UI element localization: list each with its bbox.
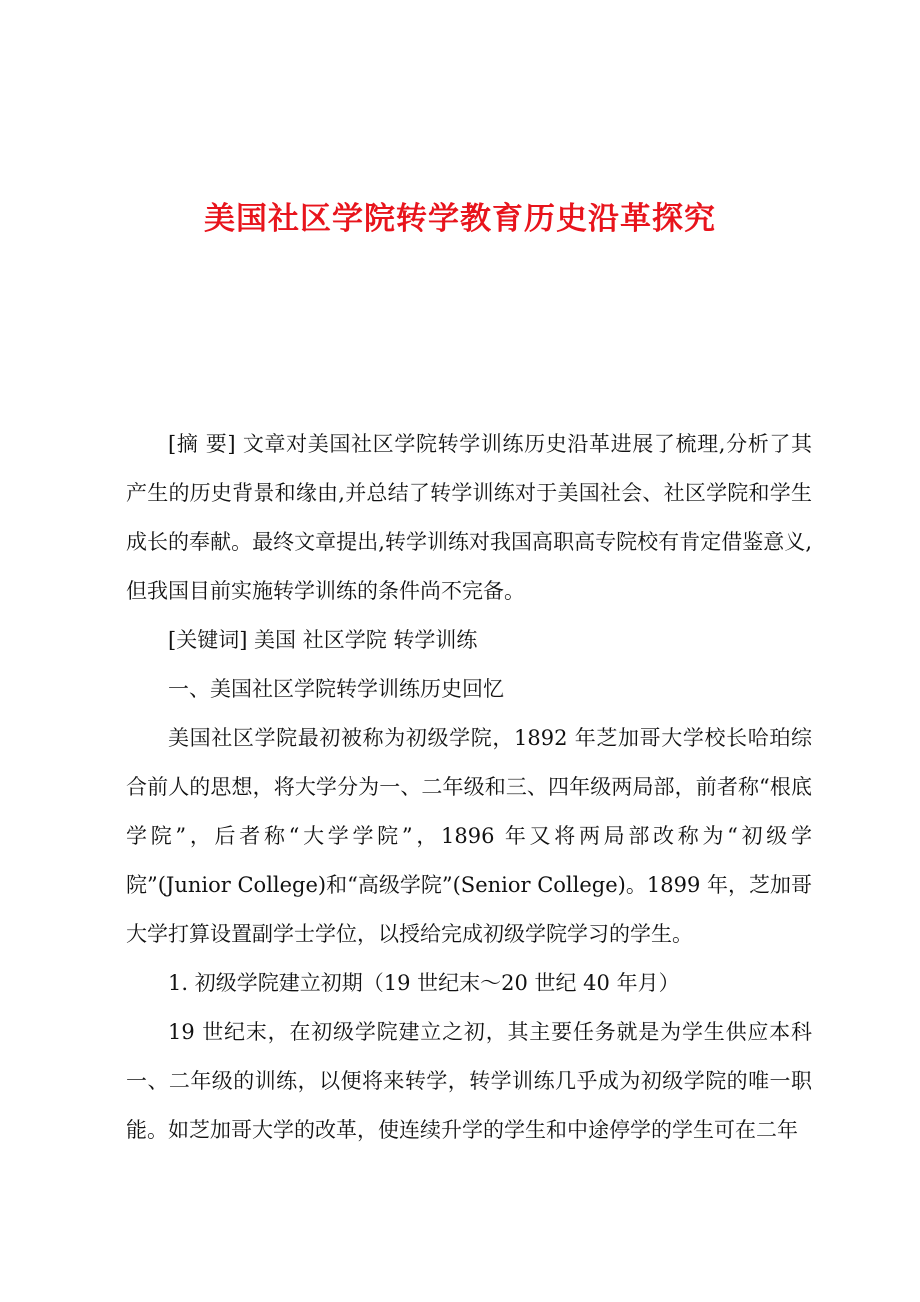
body-paragraph: 19 世纪末，在初级学院建立之初，其主要任务就是为学生供应本科一、二年级的训练，以便将来转学，转学训练几乎成为初级学院的唯一职能。如芝加哥大学的改革，使连续升学的学生和中途停学的学生可在二年 xyxy=(126,1020,812,1142)
body-paragraph: 美国社区学院最初被称为初级学院，1892 年芝加哥大学校长哈珀综合前人的思想，将大学分为一、二年级和三、四年级两局部，前者称“根底学院”，后者称“大学学院”，1896 年又将两局部改称为“初级学院”(Junior College)和“高级学院”(Senior College)。1899 年，芝加哥大学打算设置副学士学位，以授给完成初级学院学习的学生。 xyxy=(126,726,812,946)
document-body xyxy=(126,420,812,1155)
page-title: 美国社区学院转学教育历史沿革探究 xyxy=(204,201,716,237)
abstract-paragraph: [摘 要] 文章对美国社区学院转学训练历史沿革进展了梳理,分析了其产生的历史背景和缘由,并总结了转学训练对于美国社会、社区学院和学生成长的奉献。最终文章提出,转学训练对我国高职高专院校有肯定借鉴意义,但我国目前实施转学训练的条件尚不完备。 xyxy=(126,432,812,603)
subsection-heading: 1. 初级学院建立初期（19 世纪末～20 世纪 40 年月） xyxy=(168,971,680,995)
keywords-paragraph: [关键词] 美国 社区学院 转学训练 xyxy=(168,628,478,652)
section-heading: 一、美国社区学院转学训练历史回忆 xyxy=(168,677,504,701)
